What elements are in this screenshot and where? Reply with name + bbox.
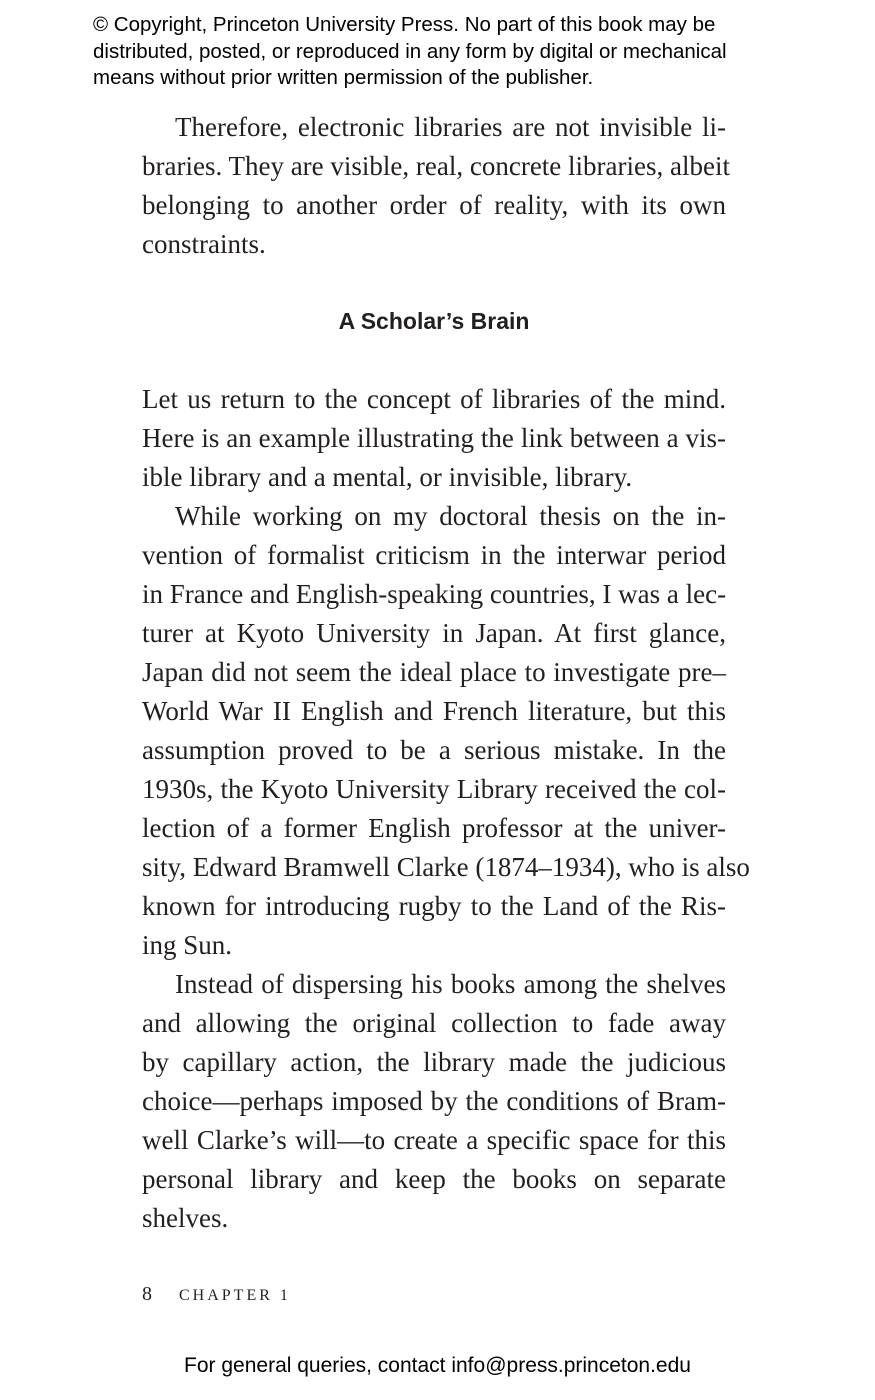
text-line: shelves. (142, 1203, 229, 1233)
text-line: known for introducing rugby to the Land of the Ris- (142, 891, 726, 921)
text-line: by capillary action, the library made the judicious (142, 1047, 726, 1077)
text-line: 1930s, the Kyoto University Library received the col- (142, 774, 726, 804)
text-line: and allowing the original collection to fade away (142, 1008, 726, 1038)
footer-contact: For general queries, contact info@press.princeton.edu (184, 1354, 691, 1377)
copyright-line: means without prior written permission of the publisher. (93, 66, 594, 89)
text-line: Here is an example illustrating the link between a vis- (142, 423, 726, 453)
copyright-notice (93, 12, 813, 92)
page-number: 8 (142, 1283, 152, 1305)
text-line: belonging to another order of reality, with its own (142, 190, 726, 220)
text-line: While working on my doctoral thesis on the in- (175, 501, 726, 531)
text-line: personal library and keep the books on separate (142, 1164, 726, 1194)
text-line: choice—perhaps imposed by the conditions of Bram- (142, 1086, 726, 1116)
section-body (142, 380, 750, 1238)
section-heading: A Scholar’s Brain (338, 308, 530, 334)
text-line: Instead of dispersing his books among the shelves (175, 969, 726, 999)
text-line: ible library and a mental, or invisible, library. (142, 462, 633, 492)
text-line: in France and English-speaking countries, I was a lec- (142, 579, 727, 609)
text-line: World War II English and French literature, but this (142, 696, 726, 726)
page-folio (142, 1280, 291, 1310)
text-line: Japan did not seem the ideal place to investigate pre– (142, 657, 726, 687)
text-line: vention of formalist criticism in the interwar period (142, 540, 726, 570)
text-line: braries. They are visible, real, concrete libraries, albeit (142, 151, 730, 181)
text-line: assumption proved to be a serious mistake. In the (142, 735, 726, 765)
opening-paragraph (142, 108, 730, 264)
text-line: sity, Edward Bramwell Clarke (1874–1934), who is also (142, 852, 750, 882)
text-line: lection of a former English professor at the univer- (142, 813, 726, 843)
text-line: Let us return to the concept of libraries of the mind. (142, 384, 726, 414)
text-line: ing Sun. (142, 930, 233, 960)
copyright-line: © Copyright, Princeton University Press. No part of this book may be (93, 13, 716, 36)
copyright-line: distributed, posted, or reproduced in any form by digital or mechanical (93, 39, 727, 63)
running-head: CHAPTER 1 (179, 1287, 291, 1304)
text-line: Therefore, electronic libraries are not invisible li- (175, 112, 726, 142)
text-line: well Clarke’s will—to create a specific space for this (142, 1125, 726, 1155)
text-line: constraints. (142, 229, 266, 259)
text-line: turer at Kyoto University in Japan. At first glance, (142, 618, 726, 648)
